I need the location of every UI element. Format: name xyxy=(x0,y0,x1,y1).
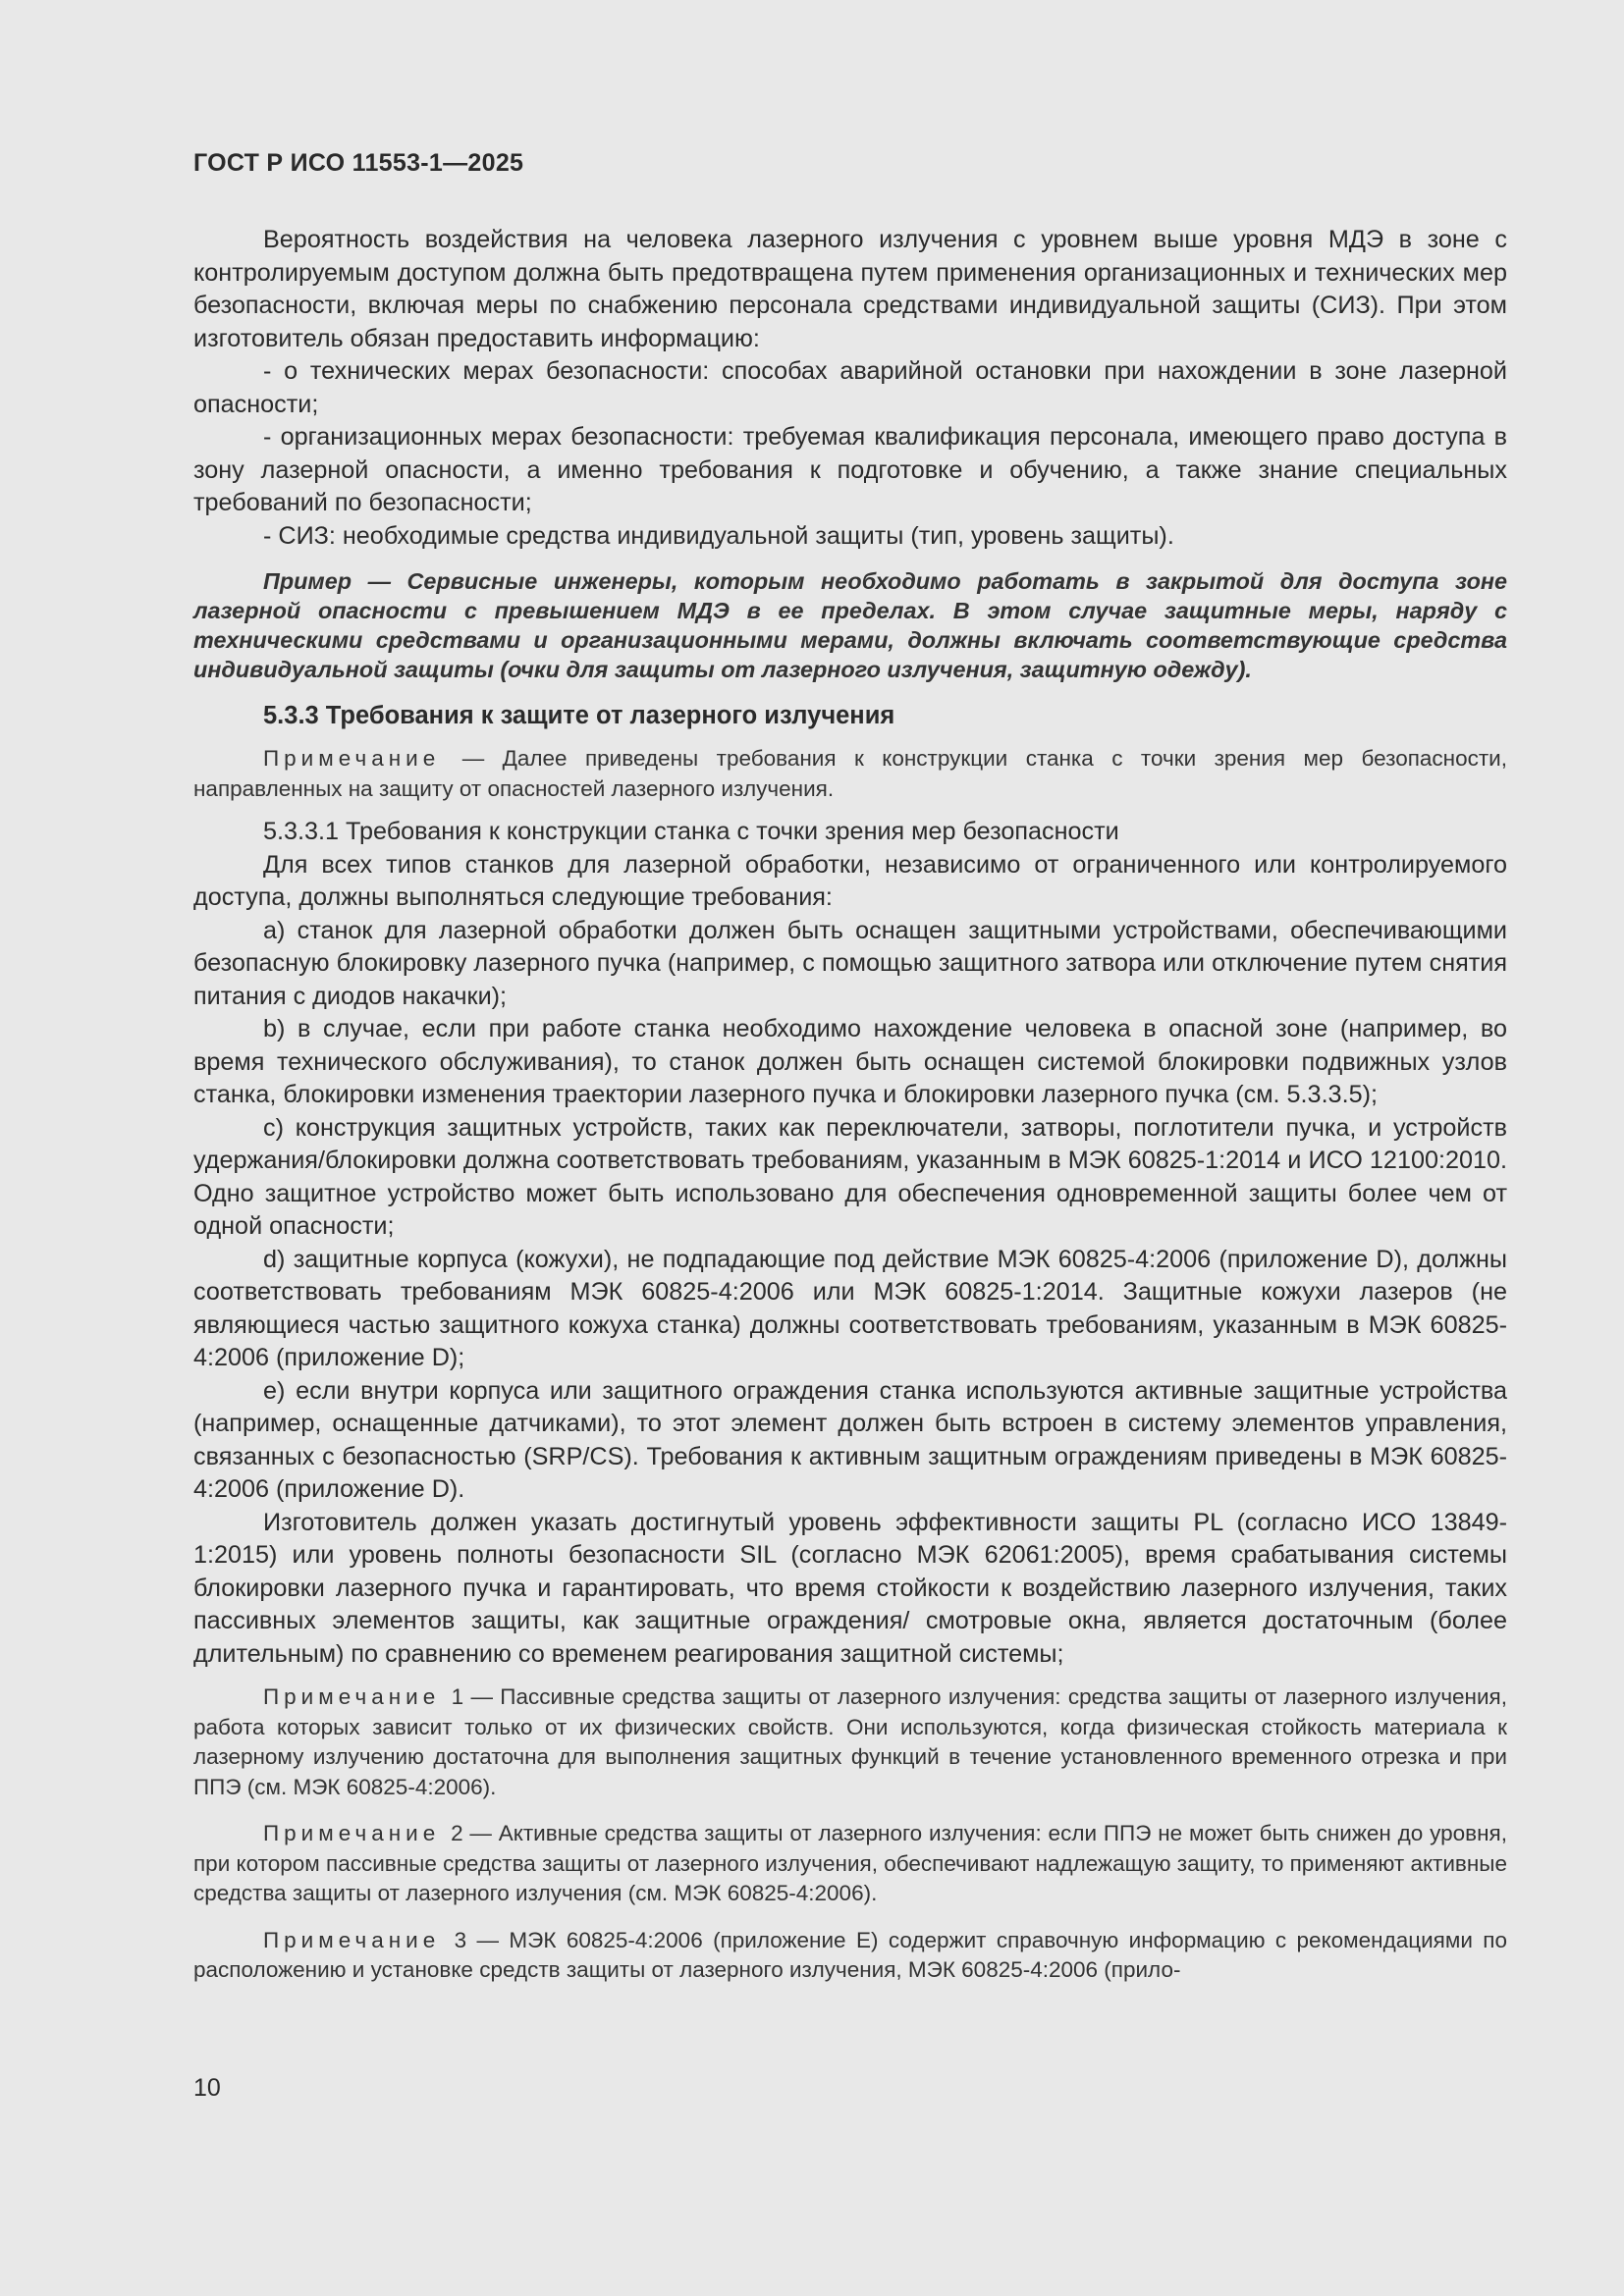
requirement-item: e) если внутри корпуса или защитного ограждения станка используются активные защитные устройства (например, оснащенные датчиками), то этот элемент должен быть встроен в систему элементов управления, связанных с безопасностью (SRP/CS). Требования к активным защитным ограждениям приведены в МЭК 60825-4:2006 (приложение D). xyxy=(193,1376,1507,1503)
note-text: 2 — Активные средства защиты от лазерного излучения: если ППЭ не может быть снижен до уровня, при котором пассивные средства защиты от лазерного излучения, обеспечивают надлежащую защиту, то применяют активные средства защиты от лазерного излучения (см. МЭК 60825-4:2006). xyxy=(193,1821,1507,1905)
note-label: Примечание xyxy=(263,1927,441,1952)
section-note xyxy=(193,744,1507,804)
document-page xyxy=(193,0,1507,2296)
note-text: — Далее приведены требования к конструкции станка с точки зрения мер безопасности, направленных на защиту от опасностей лазерного излучения. xyxy=(193,746,1507,801)
intro-list-item: - СИЗ: необходимые средства индивидуальной защиты (тип, уровень защиты). xyxy=(263,521,1174,550)
example-paragraph: Пример — Сервисные инженеры, которым необходимо работать в закрытой для доступа зоне лазерной опасности с превышением МДЭ в ее пределах. В этом случае защитные меры, наряду с техническими средствами и организационными мерами, должны включать соответствующие средства индивидуальной защиты (очки для защиты от лазерного излучения, защитную одежду). xyxy=(193,568,1507,682)
requirement-item: b) в случае, если при работе станка необходимо нахождение человека в опасной зоне (например, во время технического обслуживания), то станок должен быть оснащен системой блокировки подвижных узлов станка, блокировки изменения траектории лазерного пучка и блокировки лазерного пучка (см. 5.3.3.5); xyxy=(193,1015,1507,1108)
note-1 xyxy=(193,1682,1507,1802)
requirement-item: a) станок для лазерной обработки должен быть оснащен защитными устройствами, обеспечивающими безопасную блокировку лазерного пучка (например, с помощью защитного затвора или отключение путем снятия питания с диодов накачки); xyxy=(193,916,1507,1010)
note-text: 1 — Пассивные средства защиты от лазерного излучения: средства защиты от лазерного излучения, работа которых зависит только от их физических свойств. Они используются, когда физическая стойкость материала к лазерному излучению достаточна для выполнения защитных функций в течение установленного временного отрезка и при ППЭ (см. МЭК 60825-4:2006). xyxy=(193,1684,1507,1799)
section-heading: 5.3.3 Требования к защите от лазерного излучения xyxy=(263,702,895,729)
page-number: 10 xyxy=(193,2074,221,2102)
note-label: Примечание xyxy=(263,1684,441,1709)
requirement-item: d) защитные корпуса (кожухи), не подпадающие под действие МЭК 60825-4:2006 (приложение D), должны соответствовать требованиям МЭК 60825-4:2006 или МЭК 60825-1:2014. Защитные кожухи лазеров (не являющиеся частью защитного кожуха станка) должны соответствовать требованиям, указанным в МЭК 60825-4:2006 (приложение D); xyxy=(193,1245,1507,1371)
intro-list-item: - о технических мерах безопасности: способах аварийной остановки при нахождении в зоне лазерной опасности; xyxy=(193,357,1507,418)
note-label: Примечание xyxy=(263,1821,441,1845)
note-3 xyxy=(193,1926,1507,1986)
manufacturer-paragraph: Изготовитель должен указать достигнутый уровень эффективности защиты PL (согласно ИСО 13849-1:2015) или уровень полноты безопасности SIL (согласно МЭК 62061:2005), время срабатывания системы блокировки лазерного пучка и гарантировать, что время стойкости к воздействию лазерного излучения, таких пассивных элементов защиты, как защитные ограждения/ смотровые окна, является достаточным (более длительным) по сравнению со временем реагирования защитной системы; xyxy=(193,1508,1507,1668)
document-header: ГОСТ Р ИСО 11553-1—2025 xyxy=(193,149,524,177)
document-body xyxy=(193,224,1507,1986)
subsection-heading: 5.3.3.1 Требования к конструкции станка с точки зрения мер безопасности xyxy=(263,818,1119,845)
note-2 xyxy=(193,1819,1507,1909)
requirements-lead: Для всех типов станков для лазерной обработки, независимо от ограниченного или контролируемого доступа, должны выполняться следующие требования: xyxy=(193,850,1507,911)
note-text: 3 — МЭК 60825-4:2006 (приложение E) содержит справочную информацию с рекомендациями по расположению и установке средств защиты от лазерного излучения, МЭК 60825-4:2006 (прило- xyxy=(193,1927,1507,1982)
note-label: Примечание xyxy=(263,746,441,771)
requirement-item: c) конструкция защитных устройств, таких как переключатели, затворы, поглотители пучка, и устройств удержания/блокировки должна соответствовать требованиям, указанным в МЭК 60825-1:2014 и ИСО 12100:2010. Одно защитное устройство может быть использовано для обеспечения одновременной защиты более чем от одной опасности; xyxy=(193,1113,1507,1240)
intro-paragraph: Вероятность воздействия на человека лазерного излучения с уровнем выше уровня МДЭ в зоне с контролируемым доступом должна быть предотвращена путем применения организационных и технических мер безопасности, включая меры по снабжению персонала средствами индивидуальной защиты (СИЗ). При этом изготовитель обязан предоставить информацию: xyxy=(193,226,1507,352)
intro-list-item: - организационных мерах безопасности: требуемая квалификация персонала, имеющего право доступа в зону лазерной опасности, а именно требования к подготовке и обучению, а также знание специальных требований по безопасности; xyxy=(193,423,1507,516)
